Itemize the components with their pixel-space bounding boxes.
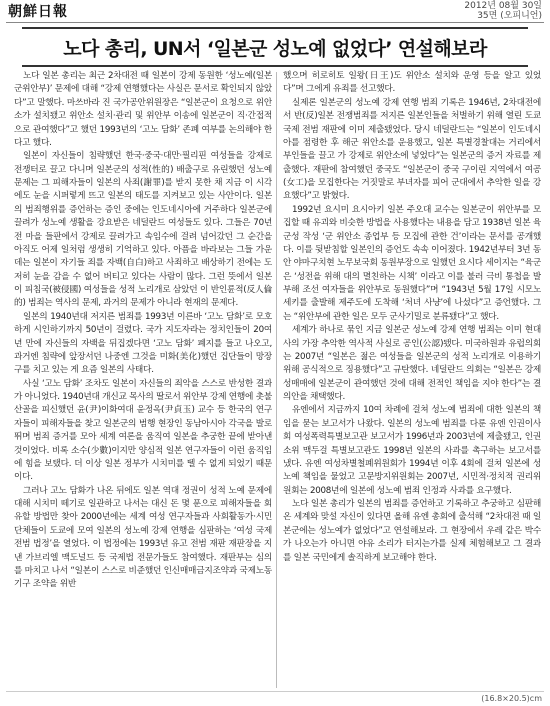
paragraph: 사실 ‘고노 담화’ 조차도 일본이 자신들의 죄악을 스스로 반성한 결과가 아니었다. 1940년대 개신교 목사의 딸로서 위안부 강제 연행에 촛불 산골을 피신했던 윤(尹)이화여대 윤정옥(尹貞玉) 교수 등 한국의 연구자들이 피해자들을 찾고 일본군의 범행 현장인 동남아시아 각국을 발로 뛰며 범죄 증거를 모아 세계 여론을 움직여 일본을 추궁한 끝에 받아낸 것이었다. 비록 소수(少數)이지만 양심적 일본 연구자들이 이런 움직임에 힘을 보탰다. 더 이상 일본 정부가 시치미를 뗄 수 없게 되었기 때문이다. [14,378,272,483]
article-column-left [14,70,272,690]
clipping-size: (16.8×20.5)cm [481,694,542,703]
paragraph-continued: 했으며 히로히토 일왕(日王)도 위안소 설치와 운영 등을 알고 있었다”며 그에게 유죄를 선고했다. [283,71,541,95]
paragraph: 노다 일본 총리는 최근 2차대전 때 일본이 강제 동원한 ‘성노예(일본군위안부)’ 문제에 대해 “강제 연행했다는 사실은 문서로 확인되지 않았다”고 말했다. 마쓰바라 진 국가공안위원장은 “일본군이 요청으로 위안소가 설치됐고 위안소 설치·관리 및 위안부 이송에 일본군이 직·간접적으로 관여했다”고 했던 1993년의 ‘고노 담화’ 존폐 여부를 논의해야 한다고 했다. [14,71,272,148]
paragraph: 그러나 고노 담화가 나온 뒤에도 일본 역대 정권이 성적 노예 문제에 대해 시치미 떼기로 일관하고 나서는 대신 돈 몇 푼으로 피해자들을 회유할 방법만 찾아 2000년에는 세계 여성 연구자들과 사회활동가·시민단체들이 도쿄에 모여 일본의 성노예 강제 연행을 심판하는 ‘여성 국제 전범 법정’을 열었다. 이 법정에는 1993년 유고 전범 재판 재판장을 지낸 가브리엘 맥도널드 등 국제법 전문가들도 참여했다. 재판부는 심의를 마치고 나서 “일본이 스스로 비준했던 인신매매금지조약과 국제노동기구 조약을 위반 [14,485,272,590]
paragraph: 1992년 요시미 요시아키 일본 주오대 교수는 일본군이 위안부를 모집할 때 유괴와 비슷한 방법을 사용했다는 내용을 담고 1938년 일본 육군성 작성 ‘군 위안소 종업부 등 모집에 관한 건’이라는 문서를 공개했다. 이를 뒷받침할 일본인의 증언도 속속 이어졌다. 1942년부터 3년 동안 야마구치현 노무보국회 동원부장으로 일했던 요시다 세이지는 “육군은 ‘성전을 위해 대의 멸친하는 시책’ 이라고 이를 불러 극비 통첩을 발부해 조선 여자들을 위안부로 동원했다”며 “1943년 5월 17일 시모노세키를 출발해 제주도에 도착해 ‘처녀 사냥’에 나섰다”고 증언했다. 그는 “위안부에 관한 일은 모두 군사기밀로 분류됐다”고 했다. [283,204,541,322]
paragraph: 일본이 자신들이 침략했던 한국·중국·대만·필리핀 여성들을 강제로 전쟁터로 끌고 다니며 일본군의 성적(性的) 배출구로 유린했던 성노예 문제는 그 피해자들이 일본의 사죄(謝罪)를 받지 못한 채 지금 이 시각에도 눈을 시퍼렇게 뜨고 일본의 태도를 지켜보고 있는 사안이다. 일본의 범죄행위를 증언하는 증인 중에는 인도네시아에 거주하다 일본군에 끌려가 성노예 생활을 강요받은 네덜란드 여성들도 있다. 그들은 70년 전 마을 들판에서 강제로 끌려가고 속임수에 걸려 넘어갔던 그 순간을 아직도 어제 일처럼 생생히 기억하고 있다. 아픔을 바라보는 그들 가운데는 일본이 자기들 죄를 자백(自白)하고 사죄하고 배상하기 전에는 도저히 눈을 감을 수 없어 버티고 있다는 사람이 많다. 그런 뜻에서 일본이 피침국(被侵國) 여성들을 성적 노리개로 삼았던 이 반인륜적(反人倫的) 범죄는 역사의 문제, 과거의 문제가 아니라 현재의 문제다. [14,151,272,309]
masthead [8,2,68,20]
issue-page: 35면 (오피니언) [477,11,542,21]
paragraph: 노다 일본 총리가 일본의 범죄를 증언하고 기록하고 추궁하고 심판해 온 세계와 맞설 자신이 있다면 올해 유엔 총회에 출석해 “2차대전 때 일본군에는 성노예가 없었다”고 연설해보라. 그 현장에서 우레 같은 박수가 나오는가 아니면 야유 소리가 터지는가를 실제 체험해보고 그 결과를 일본 국민에게 솔직하게 보고해야 한다. [283,499,541,563]
headline-box [22,27,528,67]
top-rule [6,22,544,23]
paragraph: 유엔에서 지금까지 10여 차례에 걸쳐 성노예 범죄에 대한 일본의 책임을 묻는 보고서가 나왔다. 일본의 성노예 범죄를 다룬 유엔 인권이사회 여성폭력특별보고관 보고서가 1996년과 2003년에 제출됐고, 인권소위 맥두걸 특별보고관도 1998년 일본의 사과를 촉구하는 보고서를 냈다. 유엔 여성차별철폐위원회가 1994년 이후 4회에 걸쳐 일본에 성노예 책임을 물었고 고문방지위원회는 2007년, 시민적·정치적 권리위원회는 2008년에 일본에 성노예 범죄 인정과 사과를 요구했다. [283,405,541,496]
article-column-right [283,70,541,690]
paragraph: 일본의 1940년대 저지른 범죄를 1993년 이른바 ‘고노 담화’로 모호하게 시인하기까지 50년이 걸렸다. 국가 지도자라는 정치인들이 20여 년 만에 자신들의 자백을 뒤집겠다면 ‘고노 담화’ 폐지를 들고 나오고, 과거엔 침략에 앞장서던 나중엔 그것을 미화(美化)했던 집단들이 망장구를 치고 있는 게 요즘 일본의 사태다. [14,311,272,376]
paragraph: 세계가 하나로 묶인 지금 일본군 성노예 강제 연행 범죄는 이미 현대사의 가장 추악한 역사적 사실로 공인(公認)됐다. 미국하원과 유럽의회는 2007년 “일본은 젊은 여성들을 일본군의 성적 노리개로 이용하기 위해 공식적으로 징용했다”고 규탄했다. 네덜란드 의회는 “일본은 강제 성매매에 일본군이 관여했던 것에 대해 전적인 책임을 지야 한다”는 결의안을 채택했다. [283,325,541,402]
paragraph: 실제론 일본군의 성노예 강제 연행 범죄 기록은 1946년, 2차대전에서 반(反)일본 전쟁범죄를 저지른 일본인들을 처벌하기 위해 열린 도쿄 국제 전범 재판에 이미 제출됐었다. 당시 네덜란드는 “일본이 인도네시아를 점령한 후 해군 위안소를 운용했고, 일본 특별경찰대는 거리에서 부인들을 끌고 가 강제로 위안소에 넣었다”는 일본군의 증거 자료를 제출했다. 재판에 참여했던 중국도 “일본군이 중국 구이린 지역에서 여공(女工)을 모집한다는 거짓말로 부녀자를 피어 군대에서 추악한 일을 강요했다”고 밝혔다. [283,97,541,202]
headline: 노다 총리, UN서 ‘일본군 성노예 없었다’ 연설해보라 [63,37,487,60]
issue-meta [464,1,542,21]
newspaper-logo: 朝鮮日報 [8,4,68,20]
issue-date: 2012년 08월 30일 [464,1,542,11]
column-divider [276,72,277,688]
footer-rule [6,691,544,692]
